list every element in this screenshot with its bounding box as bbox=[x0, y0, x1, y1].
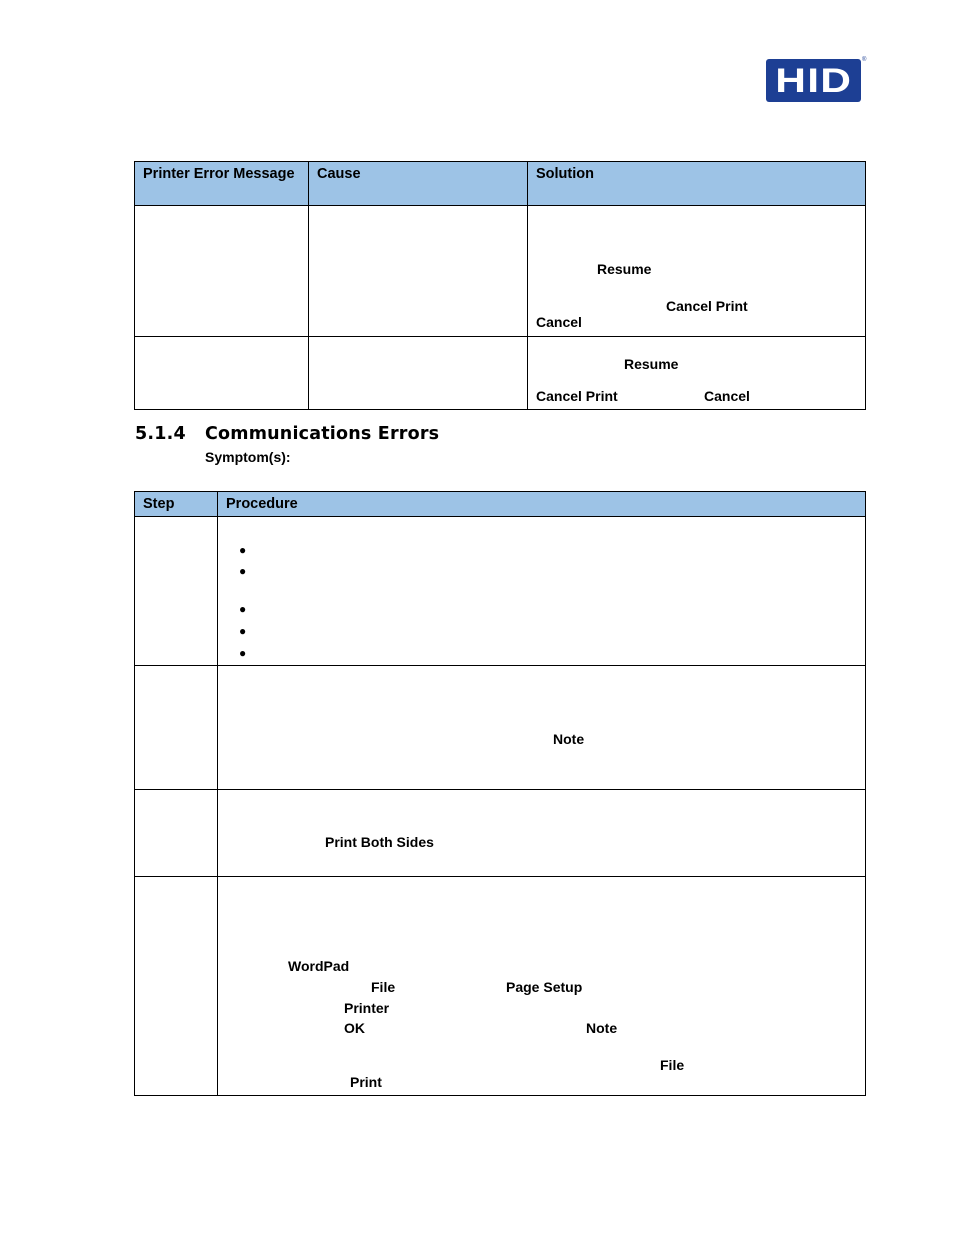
header-procedure: Procedure bbox=[226, 496, 298, 512]
section-number: 5.1.4 bbox=[135, 424, 186, 444]
file-menu-label: File bbox=[371, 979, 396, 995]
print-label: Print bbox=[350, 1074, 382, 1090]
note-label: Note bbox=[586, 1020, 618, 1036]
header-cell bbox=[218, 492, 866, 517]
wordpad-label: WordPad bbox=[288, 958, 350, 974]
registered-mark: ® bbox=[862, 57, 867, 63]
procedure-cell bbox=[218, 517, 866, 666]
table-cell bbox=[135, 877, 218, 1096]
table-cell bbox=[309, 206, 528, 337]
procedure-table bbox=[134, 491, 866, 1096]
solution-cell bbox=[528, 337, 866, 410]
ok-label: OK bbox=[344, 1020, 365, 1036]
header-cause: Cause bbox=[317, 166, 361, 182]
table-cell bbox=[135, 517, 218, 666]
print-both-sides-label: Print Both Sides bbox=[325, 834, 434, 850]
bullet-icon: ● bbox=[239, 646, 247, 660]
file-menu-label: File bbox=[660, 1057, 685, 1073]
bullet-icon: ● bbox=[239, 602, 247, 616]
table-header-row bbox=[135, 492, 866, 517]
header-cell bbox=[528, 162, 866, 206]
logo-text: HID bbox=[775, 61, 852, 100]
table-row bbox=[135, 877, 866, 1096]
table-header-row bbox=[135, 162, 866, 206]
header-cell bbox=[309, 162, 528, 206]
section-title: Communications Errors bbox=[205, 424, 440, 444]
table-row bbox=[135, 666, 866, 790]
bullet-icon: ● bbox=[239, 624, 247, 638]
table-row bbox=[135, 517, 866, 666]
symptom-label: Symptom(s): bbox=[205, 449, 291, 465]
section-heading bbox=[135, 424, 439, 444]
solution-cell bbox=[528, 206, 866, 337]
note-label: Note bbox=[553, 731, 585, 747]
header-cell bbox=[135, 162, 309, 206]
bullet-icon: ● bbox=[239, 543, 247, 557]
procedure-cell bbox=[218, 666, 866, 790]
table-cell bbox=[135, 337, 309, 410]
table-row bbox=[135, 206, 866, 337]
header-step: Step bbox=[143, 496, 175, 512]
cancel-label: Cancel bbox=[704, 388, 750, 404]
table-cell bbox=[309, 337, 528, 410]
printer-label: Printer bbox=[344, 1000, 390, 1016]
error-message-table bbox=[134, 161, 866, 410]
bullet-icon: ● bbox=[239, 564, 247, 578]
procedure-cell bbox=[218, 790, 866, 877]
hid-logo bbox=[766, 59, 861, 102]
cancel-print-label: Cancel Print bbox=[536, 388, 618, 404]
table-cell bbox=[135, 790, 218, 877]
header-cell bbox=[135, 492, 218, 517]
table-row bbox=[135, 337, 866, 410]
resume-label: Resume bbox=[624, 356, 679, 372]
cancel-print-label: Cancel Print bbox=[666, 298, 748, 314]
page-setup-label: Page Setup bbox=[506, 979, 583, 995]
table-row bbox=[135, 790, 866, 877]
table-cell bbox=[135, 206, 309, 337]
header-solution: Solution bbox=[536, 166, 594, 182]
cancel-label: Cancel bbox=[536, 314, 582, 330]
table-cell bbox=[135, 666, 218, 790]
resume-label: Resume bbox=[597, 261, 652, 277]
procedure-cell bbox=[218, 877, 866, 1096]
header-printer-error-message: Printer Error Message bbox=[143, 166, 295, 182]
